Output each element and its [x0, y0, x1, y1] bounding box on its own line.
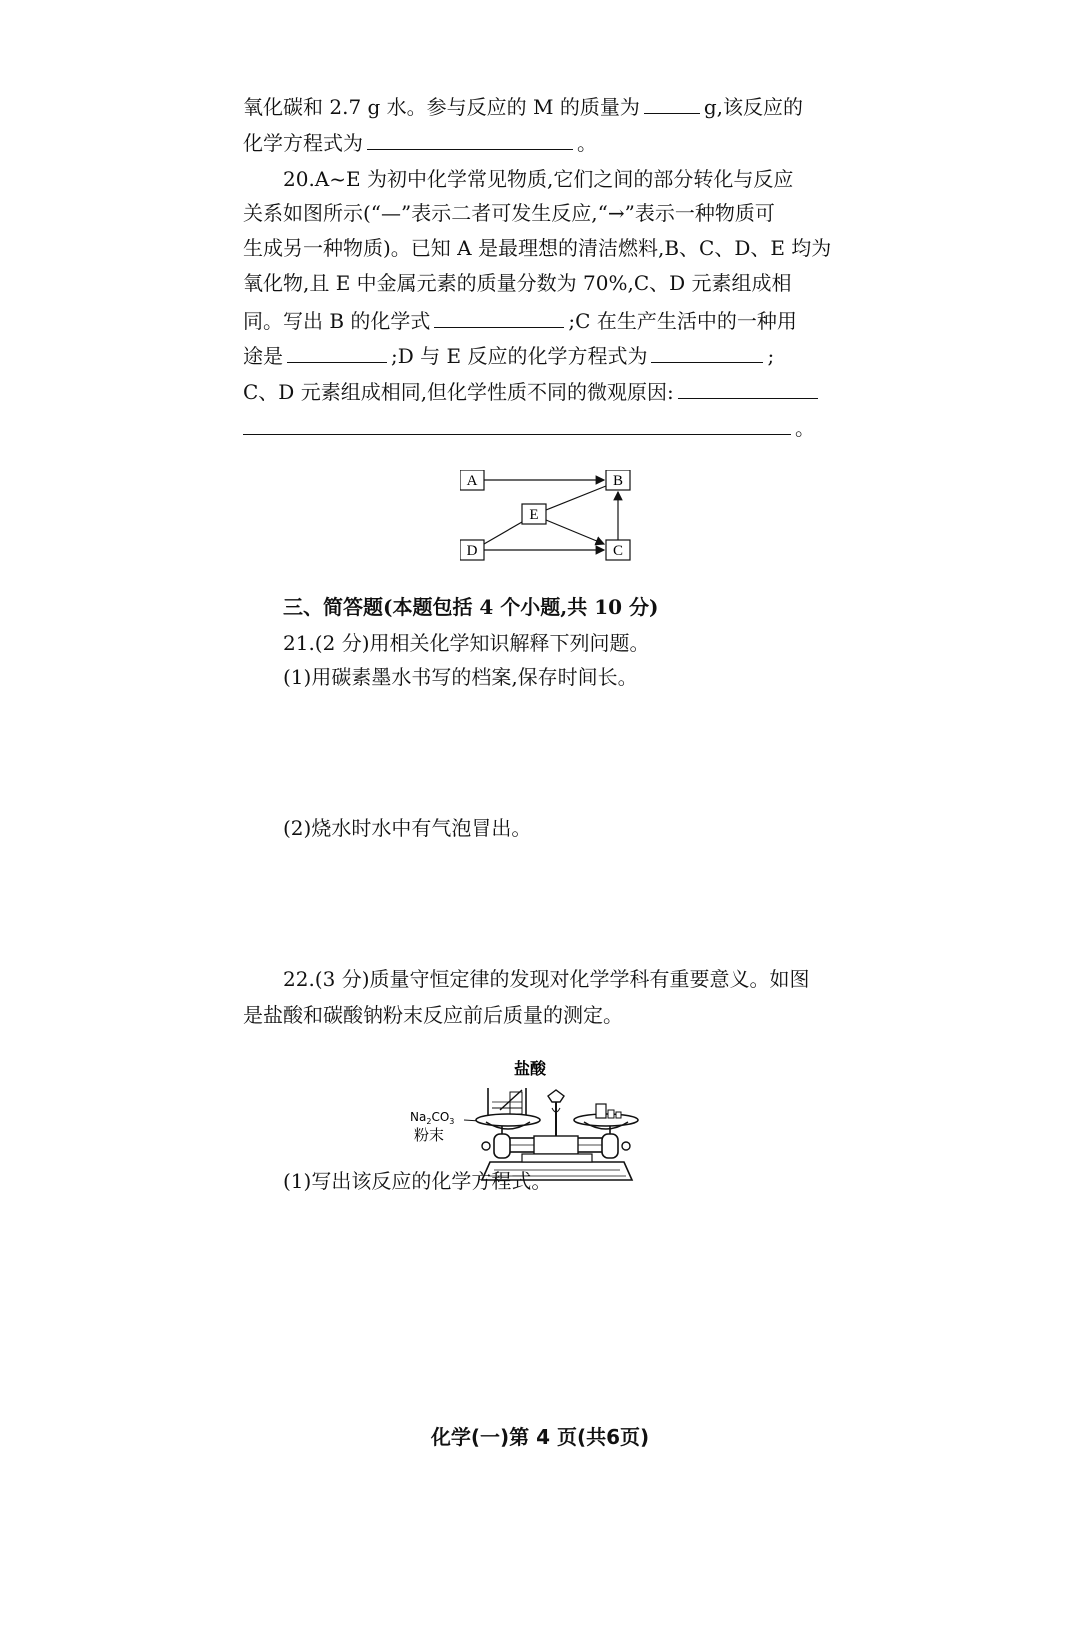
- beaker-icon: [488, 1088, 526, 1116]
- q20-line-5: 同。写出 B 的化学式 ;C 在生产生活中的一种用: [243, 305, 843, 336]
- label-hydrochloric-acid: 盐酸: [514, 1059, 547, 1078]
- q20-formula-b-blank[interactable]: [434, 305, 564, 328]
- node-d: [460, 540, 484, 560]
- node-e: [522, 504, 546, 524]
- q22-part-1: (1)写出该反应的化学方程式。: [283, 1169, 552, 1193]
- q20-line-6: 途是 ;D 与 E 反应的化学方程式为 ;: [243, 340, 843, 371]
- arrow-e-to-c: [546, 520, 604, 544]
- q21-part-1: (1)用碳素墨水书写的档案,保存时间长。: [283, 665, 638, 689]
- svg-text:Na2CO3: $Na_2CO_3$: [410, 1110, 455, 1126]
- node-a-label: A: [466, 473, 478, 489]
- node-e-label: E: [529, 507, 539, 523]
- q21-stem: 21.(2 分)用相关化学知识解释下列问题。: [283, 631, 650, 655]
- page-footer: 化学(一)第 4 页(共6页): [430, 1425, 650, 1449]
- q20-c-use-blank[interactable]: [287, 340, 387, 363]
- q20-micro-reason-blank-2[interactable]: [243, 412, 791, 435]
- na2co3-label: [410, 1110, 454, 1144]
- q20-line-7: C、D 元素组成相同,但化学性质不同的微观原因:: [243, 376, 843, 407]
- section-3-title: 三、简答题(本题包括 4 个小题,共 10 分): [283, 595, 659, 619]
- relationship-diagram: [460, 470, 640, 582]
- q20-micro-reason-blank-1[interactable]: [678, 376, 818, 399]
- q19-line-1: 氧化碳和 2.7 g 水。参与反应的 M 的质量为 g,该反应的: [243, 91, 843, 122]
- node-c: [606, 540, 630, 560]
- line-d-e: [484, 522, 522, 544]
- q22-line-2: 是盐酸和碳酸钠粉末反应前后质量的测定。: [243, 1003, 623, 1027]
- weights-icon: [596, 1104, 621, 1118]
- q20-line-2: 关系如图所示(“—”表示二者可发生反应,“→”表示一种物质可: [243, 201, 775, 225]
- q20-line-1: 20.A~E 为初中化学常见物质,它们之间的部分转化与反应: [283, 167, 794, 191]
- q19-mass-blank[interactable]: [644, 91, 700, 114]
- q19-equation-blank[interactable]: [367, 127, 573, 150]
- node-c-label: C: [612, 543, 624, 559]
- node-d-label: D: [466, 543, 478, 559]
- q20-line-4: 氧化物,且 E 中金属元素的质量分数为 70%,C、D 元素组成相: [243, 271, 792, 295]
- q20-line-8: 。: [243, 412, 843, 443]
- node-b: [606, 470, 630, 490]
- svg-text:粉末: 粉末: [414, 1126, 445, 1144]
- q22-line-1: 22.(3 分)质量守恒定律的发现对化学学科有重要意义。如图: [283, 967, 810, 991]
- q20-line-3: 生成另一种物质)。已知 A 是最理想的清洁燃料,B、C、D、E 均为: [243, 236, 832, 260]
- line-e-b: [546, 486, 606, 510]
- left-pan: [476, 1114, 540, 1129]
- q20-de-equation-blank[interactable]: [651, 340, 763, 363]
- node-b-label: B: [612, 473, 624, 489]
- q21-part-2: (2)烧水时水中有气泡冒出。: [283, 816, 532, 840]
- q19-line-2: 化学方程式为 。: [243, 127, 843, 158]
- node-a: [460, 470, 484, 490]
